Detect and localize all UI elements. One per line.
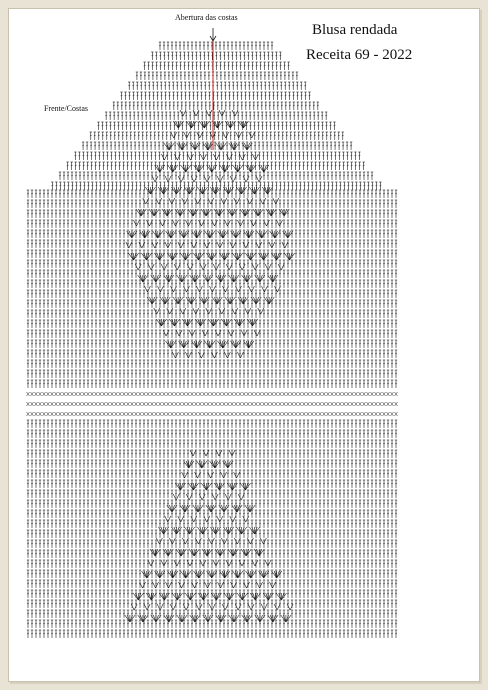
fan-motifs [125, 110, 295, 622]
down-arrow-icon [210, 28, 216, 41]
stitch-grid [27, 42, 398, 638]
chart-subtitle: Receita 69 - 2022 [306, 47, 413, 63]
chart-title: Blusa rendada [312, 22, 398, 38]
back-opening-label: Abertura das costas [175, 13, 238, 22]
front-back-label: Frente/Costas [44, 104, 88, 113]
